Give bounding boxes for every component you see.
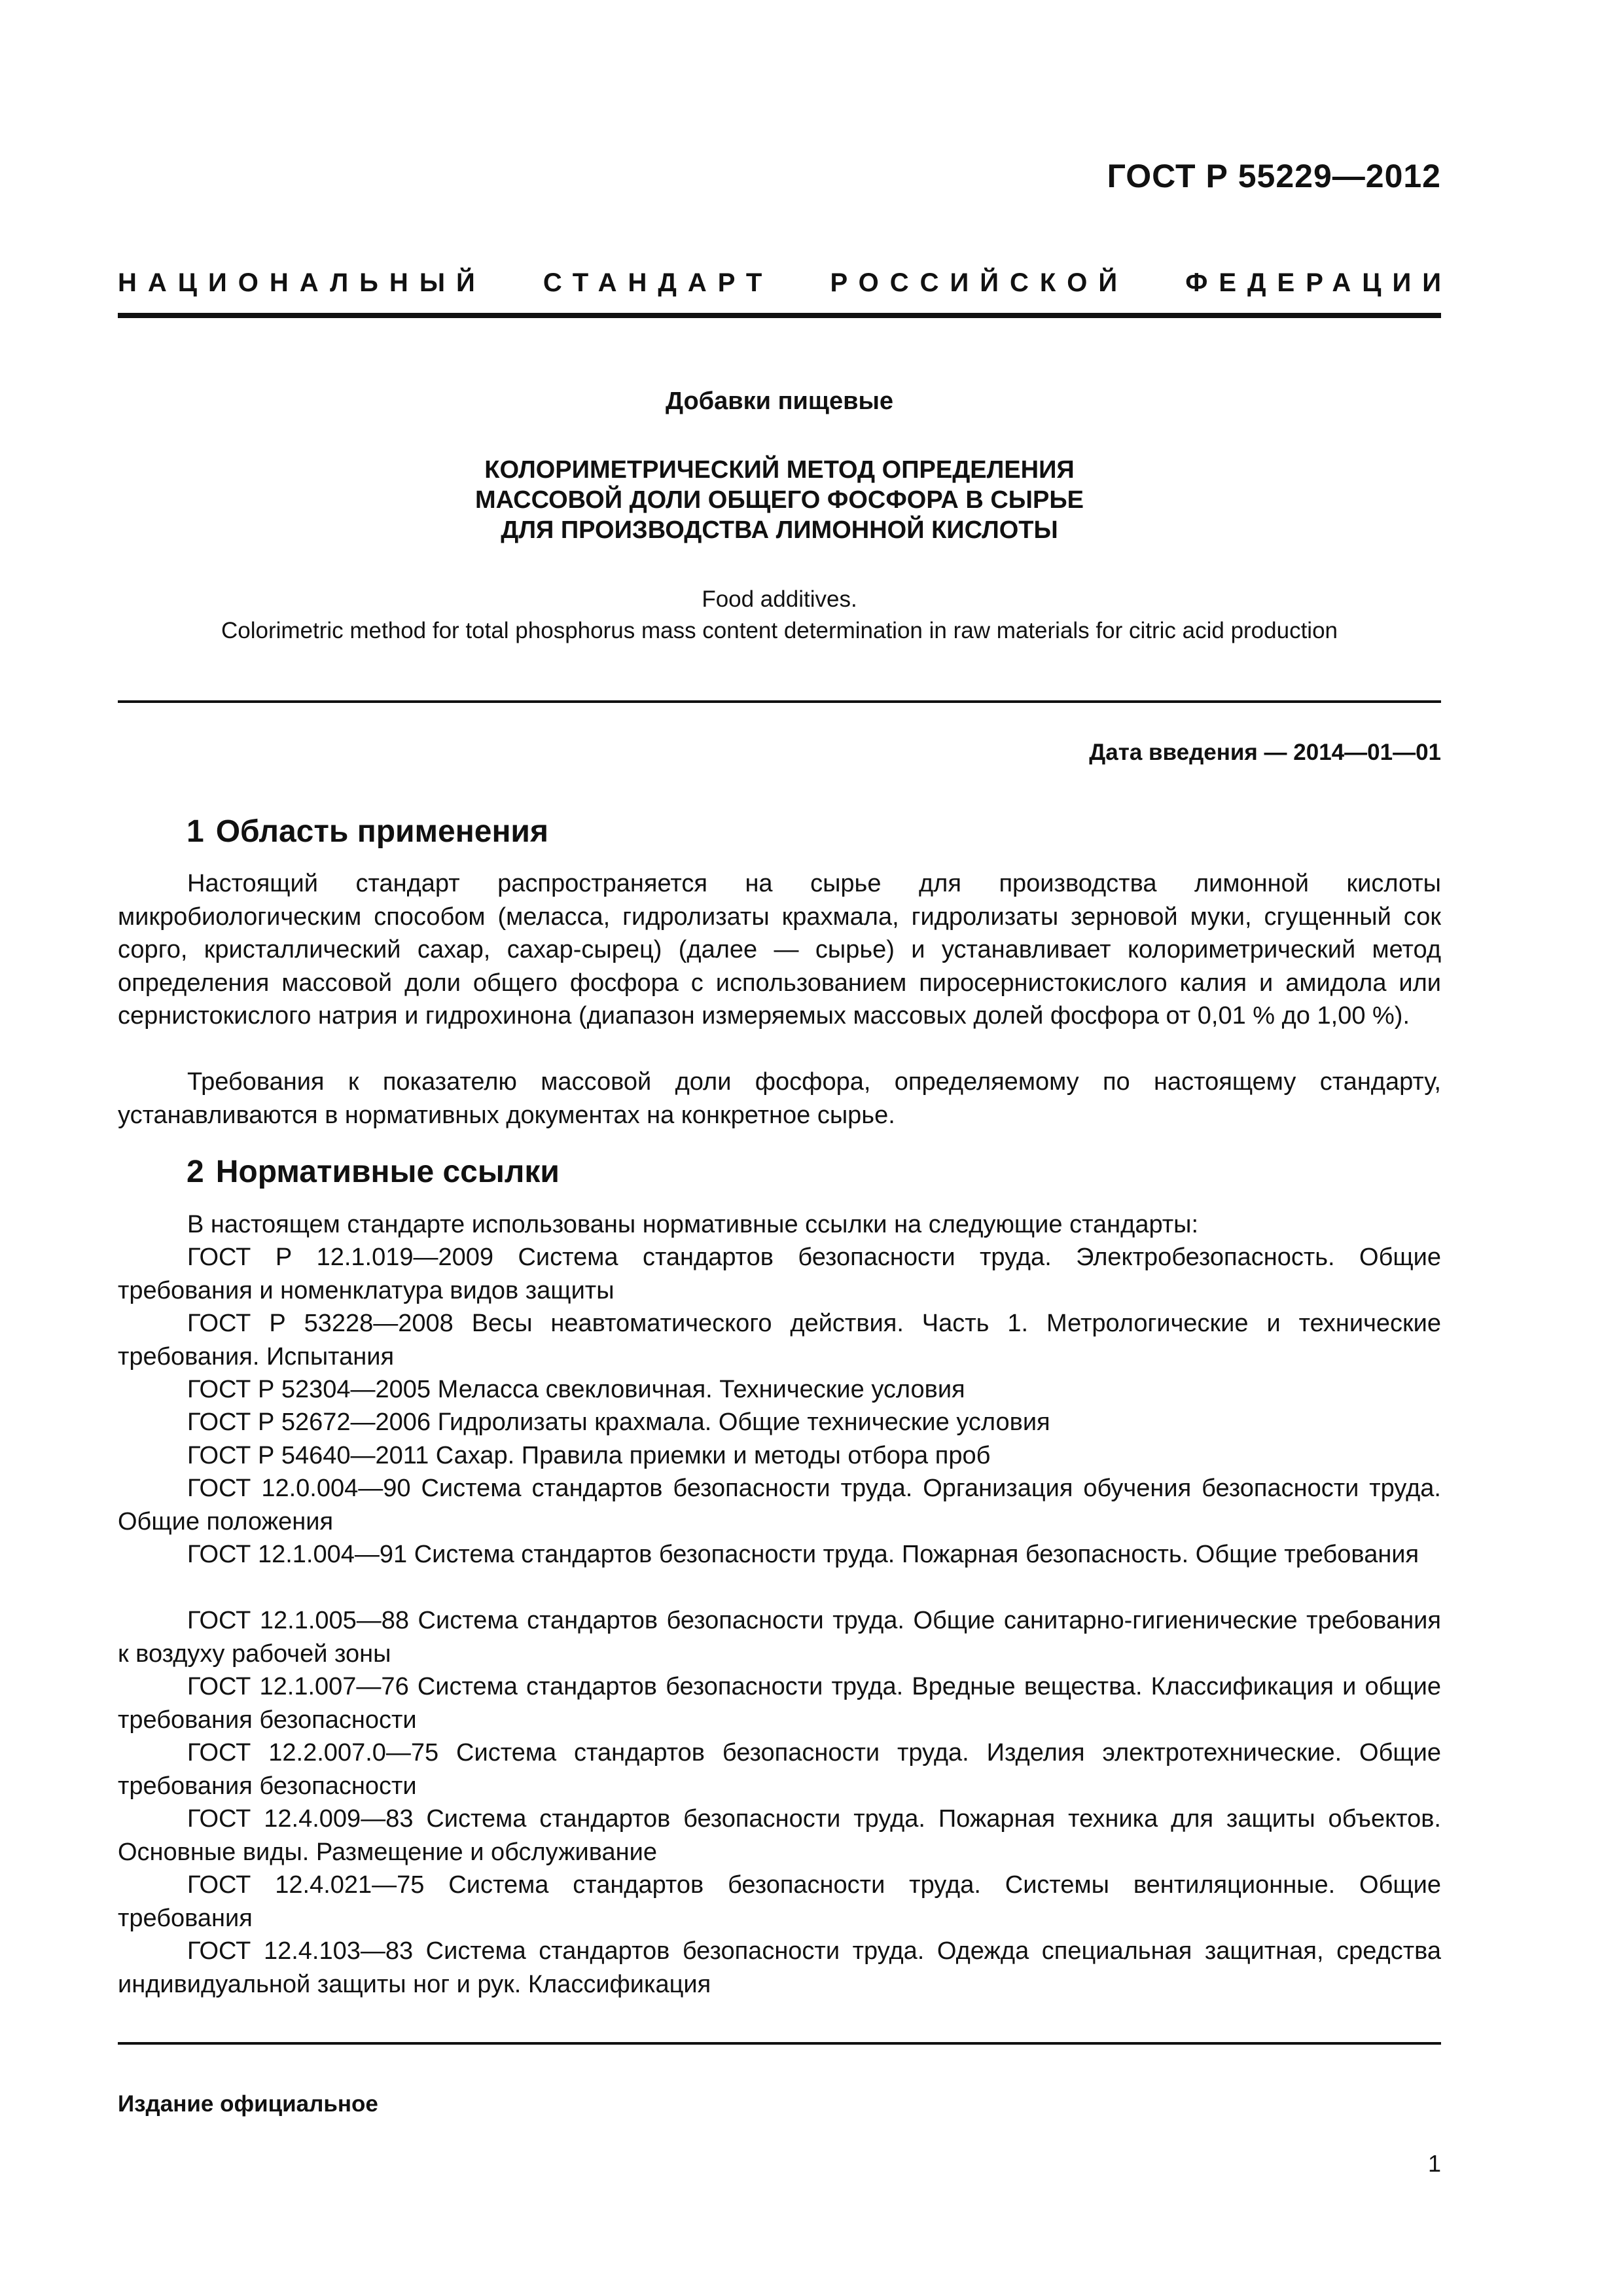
reference-item: ГОСТ 12.4.009—83 Система стандартов безопасности труда. Пожарная техника для защиты объектов. Основные виды. Размещение и обслуживание: [118, 1805, 1441, 1866]
reference-item: ГОСТ 12.2.007.0—75 Система стандартов безопасности труда. Изделия электротехнические. Общие требования безопасности: [118, 1739, 1441, 1800]
reference-item: ГОСТ 12.1.005—88 Система стандартов безопасности труда. Общие санитарно-гигиенические требования к воздуху рабочей зоны: [118, 1607, 1441, 1668]
footer-divider: [118, 2042, 1441, 2045]
section-2-title: Нормативные ссылки: [215, 1155, 560, 1189]
document-title-ru: [118, 455, 1441, 545]
section-1-paragraph-1: Настоящий стандарт распространяется на сырье для производства лимонной кислоты микробиологическим способом (меласса, гидролизаты крахмала, гидролизаты зерновой муки, сгущенный сок сорго, кристаллический сахар, сахар-сырец) (далее — сырье) и устанавливает колориметрический метод определения массовой доли общего фосфора с использованием пиросернистокислого калия и амидола или сернистокислого натрия и гидрохинона (диапазон измеряемых массовых долей фосфора от 0,01 % до 1,00 %).: [118, 870, 1441, 1030]
official-edition-label: Издание официальное: [118, 2091, 378, 2117]
introduction-date: Дата введения — 2014—01—01: [1089, 740, 1441, 765]
section-1-paragraph-2: Требования к показателю массовой доли фосфора, определяемому по настоящему стандарту, устанавливаются в нормативных документах на конкретное сырье.: [118, 1068, 1441, 1129]
title-en-line-2: Colorimetric method for total phosphorus mass content determination in raw materials for citric acid production: [221, 618, 1338, 643]
document-title-en: [118, 584, 1441, 647]
reference-item: ГОСТ 12.1.004—91 Система стандартов безопасности труда. Пожарная безопасность. Общие требования: [187, 1541, 1419, 1568]
reference-item: ГОСТ 12.0.004—90 Система стандартов безопасности труда. Организация обучения безопасности труда. Общие положения: [118, 1475, 1441, 1535]
document-number: ГОСТ Р 55229—2012: [1107, 158, 1441, 194]
reference-item: ГОСТ 12.4.021—75 Система стандартов безопасности труда. Системы вентиляционные. Общие требования: [118, 1871, 1441, 1932]
reference-item: ГОСТ 12.4.103—83 Система стандартов безопасности труда. Одежда специальная защитная, средства индивидуальной защиты ног и рук. Классификация: [118, 1937, 1441, 1998]
reference-item: ГОСТ Р 52304—2005 Меласса свекловичная. Технические условия: [187, 1376, 965, 1403]
section-2-number: 2: [187, 1155, 204, 1189]
reference-item: ГОСТ Р 12.1.019—2009 Система стандартов безопасности труда. Электробезопасность. Общие требования и номенклатура видов защиты: [118, 1244, 1441, 1304]
national-word-1: НАЦИОНАЛЬНЫЙ: [118, 268, 486, 297]
header-divider: [118, 313, 1441, 318]
national-word-2: СТАНДАРТ: [543, 268, 774, 297]
document-subject: Добавки пищевые: [665, 387, 894, 415]
title-ru-line-2: МАССОВОЙ ДОЛИ ОБЩЕГО ФОСФОРА В СЫРЬЕ: [475, 486, 1084, 514]
national-word-4: ФЕДЕРАЦИИ: [1185, 268, 1452, 297]
page-number: 1: [1427, 2150, 1441, 2177]
reference-item: ГОСТ Р 53228—2008 Весы неавтоматического действия. Часть 1. Метрологические и технические требования. Испытания: [118, 1310, 1441, 1371]
section-1-number: 1: [187, 814, 204, 849]
section-1-heading: [187, 814, 548, 850]
national-word-3: РОССИЙСКОЙ: [830, 268, 1129, 297]
national-standard-heading: [118, 268, 1452, 298]
reference-item: ГОСТ Р 52672—2006 Гидролизаты крахмала. Общие технические условия: [187, 1408, 1050, 1436]
section-2-heading: [187, 1154, 560, 1190]
title-ru-line-3: ДЛЯ ПРОИЗВОДСТВА ЛИМОННОЙ КИСЛОТЫ: [501, 516, 1058, 544]
section-2-intro: В настоящем стандарте использованы нормативные ссылки на следующие стандарты:: [187, 1211, 1199, 1238]
title-en-line-1: Food additives.: [702, 586, 857, 612]
reference-item: ГОСТ 12.1.007—76 Система стандартов безопасности труда. Вредные вещества. Классификация и общие требования безопасности: [118, 1673, 1441, 1734]
title-divider: [118, 700, 1441, 703]
reference-item: ГОСТ Р 54640—2011 Сахар. Правила приемки и методы отбора проб: [187, 1442, 991, 1469]
section-1-title: Область применения: [215, 814, 548, 849]
title-ru-line-1: КОЛОРИМЕТРИЧЕСКИЙ МЕТОД ОПРЕДЕЛЕНИЯ: [484, 456, 1075, 484]
